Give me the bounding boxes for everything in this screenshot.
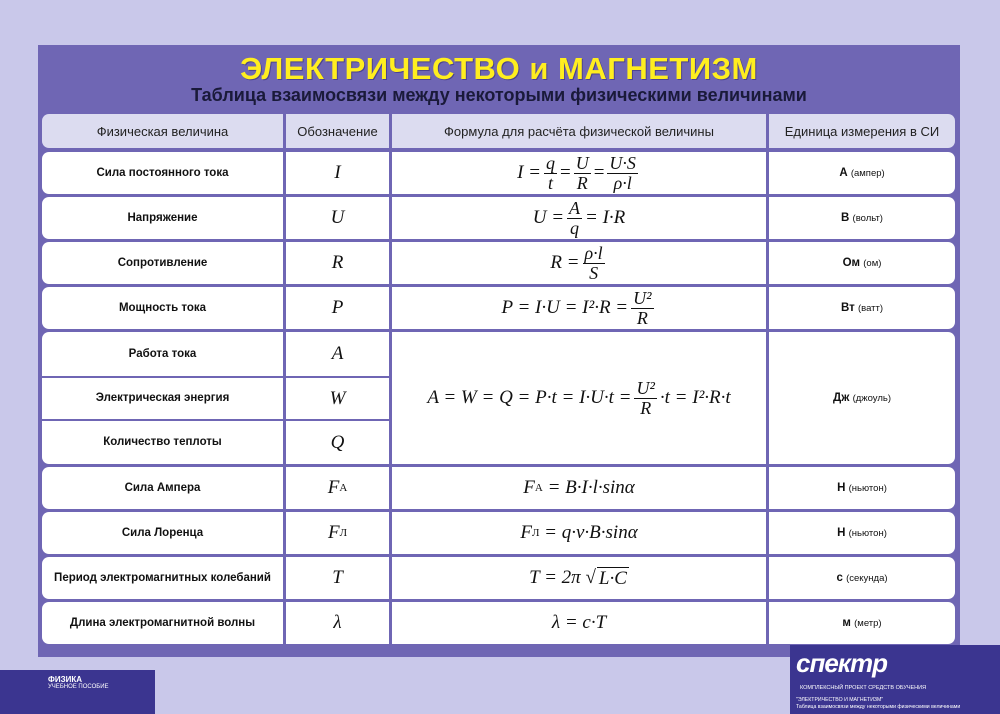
row-name-ampere-force: Сила Ампера <box>42 467 283 509</box>
publisher-title-line: "ЭЛЕКТРИЧЕСТВО И МАГНЕТИЗМ" <box>796 697 884 703</box>
row-unit-voltage <box>769 197 955 239</box>
symbol-main: F <box>327 522 340 543</box>
row-unit-period <box>769 557 955 599</box>
formula-part: = q·v·B·sinα <box>544 522 638 543</box>
fraction-numerator: A <box>569 197 581 218</box>
formula-work-energy-heat <box>392 332 766 464</box>
fraction-denominator: q <box>570 217 580 238</box>
unit-symbol: Дж <box>833 392 850 404</box>
formula-resistance <box>392 242 766 284</box>
formula-part: = B·I·l·sinα <box>547 477 635 498</box>
fraction-denominator: t <box>547 172 553 193</box>
formula-period <box>392 557 766 599</box>
fraction <box>567 199 582 238</box>
unit-name: (секунда) <box>846 572 888 584</box>
unit-name: (ом) <box>863 257 882 269</box>
header-symbol: Обозначение <box>286 114 389 148</box>
unit-symbol: Ом <box>842 257 861 269</box>
formula-wavelength <box>392 602 766 644</box>
row-name-voltage: Напряжение <box>42 197 283 239</box>
fraction-numerator: U² <box>636 377 655 398</box>
row-name-resistance: Сопротивление <box>42 242 283 284</box>
unit-name: (ньютон) <box>848 482 887 494</box>
fraction <box>631 289 653 328</box>
unit-symbol: А <box>839 167 848 179</box>
fraction-numerator: U <box>575 152 589 173</box>
header-quantity: Физическая величина <box>42 114 283 148</box>
formula-part: F <box>523 477 535 498</box>
page-title: ЭЛЕКТРИЧЕСТВО и МАГНЕТИЗМ <box>240 51 758 86</box>
row-name-lorentz-force: Сила Лоренца <box>42 512 283 554</box>
fraction <box>634 379 656 418</box>
publisher-block <box>790 645 1000 714</box>
footer-subject-label <box>0 670 155 714</box>
publisher-subtitle-line: Таблица взаимосвязи между некоторыми физическими величинами <box>796 703 961 710</box>
unit-name: (метр) <box>854 617 882 629</box>
sqrt-sign: √ <box>585 567 596 588</box>
unit-name: (ампер) <box>850 167 885 179</box>
symbol-subscript: Л <box>339 527 348 539</box>
header-formula: Формула для расчёта физической величины <box>392 114 766 148</box>
equals-sign: = <box>593 162 605 183</box>
equals-sign: = <box>559 162 571 183</box>
row-name-current: Сила постоянного тока <box>42 152 283 194</box>
formula-part: R = <box>550 252 580 273</box>
fraction-denominator: R <box>636 307 648 328</box>
row-symbol-ampere-force <box>286 467 389 509</box>
fraction-numerator: U·S <box>609 152 636 173</box>
fraction-denominator: S <box>589 262 599 283</box>
fraction-denominator: ρ·l <box>613 172 632 193</box>
unit-symbol: м <box>842 617 851 629</box>
row-unit-power <box>769 287 955 329</box>
formula-part: λ = c·T <box>551 612 607 633</box>
fraction-numerator: q <box>545 152 555 173</box>
formula-part: U = <box>532 207 565 228</box>
row-unit-current <box>769 152 955 194</box>
row-name-energy: Электрическая энергия <box>42 378 283 419</box>
row-symbol-heat: Q <box>286 421 389 464</box>
formula-power <box>392 287 766 329</box>
publisher-logo: спектр <box>796 648 887 678</box>
unit-name: (джоуль) <box>852 392 891 404</box>
formula-part: I = <box>517 162 541 183</box>
fraction-numerator: U² <box>633 287 652 308</box>
fraction <box>544 154 557 193</box>
row-symbol-wavelength: λ <box>286 602 389 644</box>
formula-current <box>392 152 766 194</box>
row-symbol-work: A <box>286 332 389 376</box>
formula-part: F <box>520 522 532 543</box>
row-symbol-lorentz-force <box>286 512 389 554</box>
formula-subscript: Л <box>531 527 540 539</box>
formula-part: P = I·U = I²·R = <box>501 297 629 318</box>
unit-name: (ньютон) <box>848 527 887 539</box>
formula-subscript: А <box>534 482 543 494</box>
symbol-main: F <box>327 477 340 498</box>
formula-part: A = W = Q = P·t = I·U·t = <box>427 387 632 408</box>
fraction-denominator: R <box>576 172 588 193</box>
row-unit-ampere-force <box>769 467 955 509</box>
unit-symbol: Вт <box>840 302 855 314</box>
footer-subject: ФИЗИКА <box>48 675 82 684</box>
page-subtitle: Таблица взаимосвязи между некоторыми физическими величинами <box>191 85 807 105</box>
formula-lorentz-force <box>392 512 766 554</box>
sqrt-radicand: L·C <box>598 567 627 589</box>
row-name-period: Период электромагнитных колебаний <box>42 557 283 599</box>
row-unit-lorentz-force <box>769 512 955 554</box>
row-symbol-resistance: R <box>286 242 389 284</box>
formula-part: T = 2π <box>529 567 581 588</box>
row-symbol-period: T <box>286 557 389 599</box>
footer-subject-sub: УЧЕБНОЕ ПОСОБИЕ <box>48 684 109 690</box>
row-unit-resistance <box>769 242 955 284</box>
formula-voltage <box>392 197 766 239</box>
unit-name: (вольт) <box>852 212 883 224</box>
row-unit-wavelength <box>769 602 955 644</box>
unit-symbol: Н <box>837 482 846 494</box>
unit-symbol: Н <box>837 527 846 539</box>
fraction <box>583 244 605 283</box>
formula-ampere-force <box>392 467 766 509</box>
header-unit: Единица измерения в СИ <box>769 114 955 148</box>
formula-part: = I·R <box>585 207 626 228</box>
row-symbol-voltage: U <box>286 197 389 239</box>
formula-part: ·t = I²·R·t <box>659 387 731 408</box>
unit-symbol: В <box>841 212 850 224</box>
row-symbol-power: P <box>286 287 389 329</box>
unit-name: (ватт) <box>857 302 884 314</box>
fraction <box>574 154 591 193</box>
row-symbol-energy: W <box>286 378 389 419</box>
row-unit-joule <box>769 332 955 464</box>
row-name-heat: Количество теплоты <box>42 421 283 464</box>
row-symbol-current: I <box>286 152 389 194</box>
row-name-power: Мощность тока <box>42 287 283 329</box>
symbol-subscript: А <box>339 482 348 494</box>
row-name-wavelength: Длина электромагнитной волны <box>42 602 283 644</box>
fraction-numerator: ρ·l <box>584 242 603 263</box>
unit-symbol: с <box>836 572 843 584</box>
fraction-denominator: R <box>640 397 652 418</box>
fraction <box>607 154 638 193</box>
row-name-work: Работа тока <box>42 332 283 376</box>
publisher-slogan: КОМПЛЕКСНЫЙ ПРОЕКТ СРЕДСТВ ОБУЧЕНИЯ <box>800 685 927 691</box>
